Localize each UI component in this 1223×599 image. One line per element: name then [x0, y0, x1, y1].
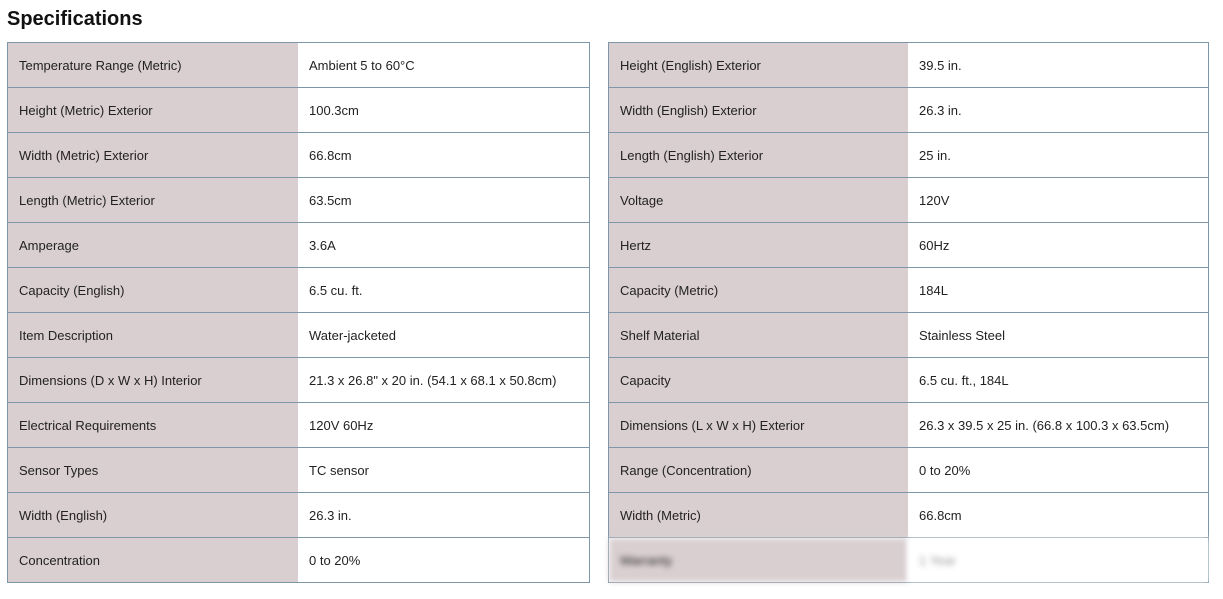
spec-label: Height (English) Exterior — [609, 43, 909, 88]
spec-label: Concentration — [8, 538, 299, 583]
spec-label: Width (English) — [8, 493, 299, 538]
spec-value: 26.3 x 39.5 x 25 in. (66.8 x 100.3 x 63.5cm) — [908, 403, 1209, 448]
spec-row — [609, 448, 1209, 493]
spec-label: Capacity (English) — [8, 268, 299, 313]
spec-row — [8, 313, 590, 358]
spec-row — [609, 358, 1209, 403]
spec-value: 60Hz — [908, 223, 1209, 268]
spec-label: Item Description — [8, 313, 299, 358]
spec-label: Amperage — [8, 223, 299, 268]
spec-row — [609, 223, 1209, 268]
spec-label: Dimensions (D x W x H) Interior — [8, 358, 299, 403]
spec-label: Electrical Requirements — [8, 403, 299, 448]
spec-label: Shelf Material — [609, 313, 909, 358]
spec-value: 66.8cm — [908, 493, 1209, 538]
spec-value: 100.3cm — [298, 88, 590, 133]
spec-row — [8, 43, 590, 88]
spec-label: Length (English) Exterior — [609, 133, 909, 178]
specifications-table-left — [7, 42, 590, 583]
spec-label: Width (English) Exterior — [609, 88, 909, 133]
spec-row — [8, 493, 590, 538]
spec-row — [8, 358, 590, 403]
spec-label: Temperature Range (Metric) — [8, 43, 299, 88]
spec-value: 26.3 in. — [908, 88, 1209, 133]
spec-label: Range (Concentration) — [609, 448, 909, 493]
spec-label: Dimensions (L x W x H) Exterior — [609, 403, 909, 448]
spec-value: Ambient 5 to 60°C — [298, 43, 590, 88]
spec-row — [8, 223, 590, 268]
spec-row — [609, 313, 1209, 358]
spec-value: 1 Year — [908, 538, 1209, 583]
spec-value: 21.3 x 26.8" x 20 in. (54.1 x 68.1 x 50.8cm) — [298, 358, 590, 403]
spec-value: 120V 60Hz — [298, 403, 590, 448]
spec-value: 0 to 20% — [298, 538, 590, 583]
spec-row — [609, 493, 1209, 538]
spec-row — [609, 268, 1209, 313]
spec-value: 63.5cm — [298, 178, 590, 223]
spec-row — [609, 178, 1209, 223]
spec-row — [8, 133, 590, 178]
spec-label: Warranty — [609, 538, 909, 583]
spec-row — [609, 88, 1209, 133]
spec-label: Width (Metric) — [609, 493, 909, 538]
spec-value: 25 in. — [908, 133, 1209, 178]
page-title: Specifications — [7, 8, 143, 30]
spec-row — [8, 88, 590, 133]
specifications-table-right — [608, 42, 1209, 583]
spec-value: 184L — [908, 268, 1209, 313]
spec-row — [8, 538, 590, 583]
spec-value: TC sensor — [298, 448, 590, 493]
spec-value: Water-jacketed — [298, 313, 590, 358]
spec-value: 0 to 20% — [908, 448, 1209, 493]
spec-value: Stainless Steel — [908, 313, 1209, 358]
spec-row — [609, 403, 1209, 448]
spec-value: 26.3 in. — [298, 493, 590, 538]
spec-value: 39.5 in. — [908, 43, 1209, 88]
spec-label: Capacity — [609, 358, 909, 403]
spec-row — [609, 538, 1209, 583]
spec-value: 66.8cm — [298, 133, 590, 178]
spec-row — [8, 403, 590, 448]
spec-label: Length (Metric) Exterior — [8, 178, 299, 223]
spec-value: 120V — [908, 178, 1209, 223]
specifications-table-right-body — [609, 43, 1209, 583]
spec-row — [609, 43, 1209, 88]
spec-value: 6.5 cu. ft. — [298, 268, 590, 313]
spec-row — [8, 268, 590, 313]
spec-label: Capacity (Metric) — [609, 268, 909, 313]
specifications-table-left-body — [8, 43, 590, 583]
spec-label: Hertz — [609, 223, 909, 268]
spec-label: Voltage — [609, 178, 909, 223]
spec-row — [609, 133, 1209, 178]
spec-label: Width (Metric) Exterior — [8, 133, 299, 178]
spec-value: 6.5 cu. ft., 184L — [908, 358, 1209, 403]
spec-label: Height (Metric) Exterior — [8, 88, 299, 133]
spec-row — [8, 448, 590, 493]
spec-value: 3.6A — [298, 223, 590, 268]
spec-label: Sensor Types — [8, 448, 299, 493]
spec-row — [8, 178, 590, 223]
